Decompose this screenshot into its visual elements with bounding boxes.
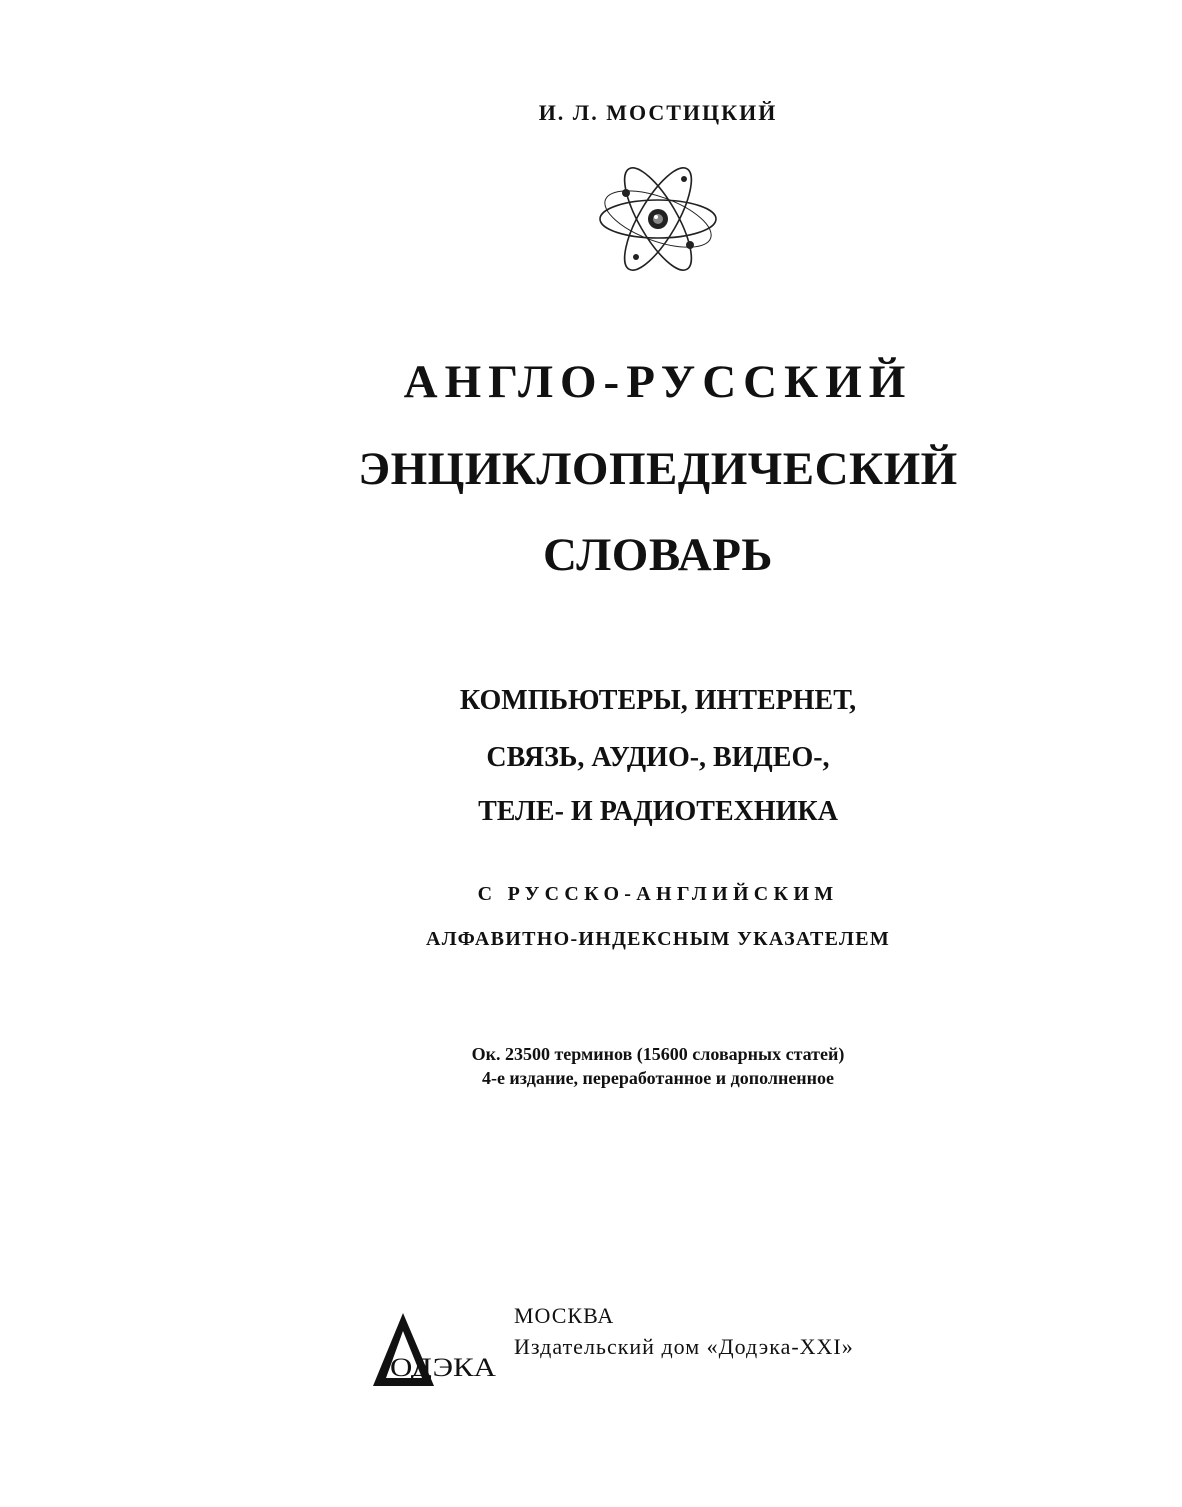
logo-text: ОДЭКА: [390, 1353, 497, 1382]
subtitle-line-3: ТЕЛЕ- И РАДИОТЕХНИКА: [478, 796, 838, 827]
dodeka-logo-icon: [370, 1310, 500, 1390]
atom-icon: [596, 157, 720, 281]
index-note-line-1: С РУССКО-АНГЛИЙСКИМ: [477, 883, 839, 905]
edition-note: 4-е издание, переработанное и дополненное: [481, 1068, 835, 1088]
publisher-city: МОСКВА: [514, 1303, 615, 1328]
subtitle-line-2: СВЯЗЬ, АУДИО-, ВИДЕО-,: [486, 742, 830, 773]
terms-count: Ок. 23500 терминов (15600 словарных статей): [471, 1044, 845, 1064]
index-note-line-2: АЛФАВИТНО-ИНДЕКСНЫМ УКАЗАТЕЛЕМ: [425, 928, 891, 950]
title-line-2: ЭНЦИКЛОПЕДИЧЕСКИЙ: [358, 443, 958, 495]
subtitle-line-1: КОМПЬЮТЕРЫ, ИНТЕРНЕТ,: [459, 685, 857, 716]
title-line-3: СЛОВАРЬ: [543, 529, 773, 581]
publisher-name: Издательский дом «Додэка-XXI»: [514, 1334, 854, 1359]
author-name: И. Л. МОСТИЦКИЙ: [538, 100, 778, 125]
title-line-1: АНГЛО-РУССКИЙ: [403, 356, 913, 408]
